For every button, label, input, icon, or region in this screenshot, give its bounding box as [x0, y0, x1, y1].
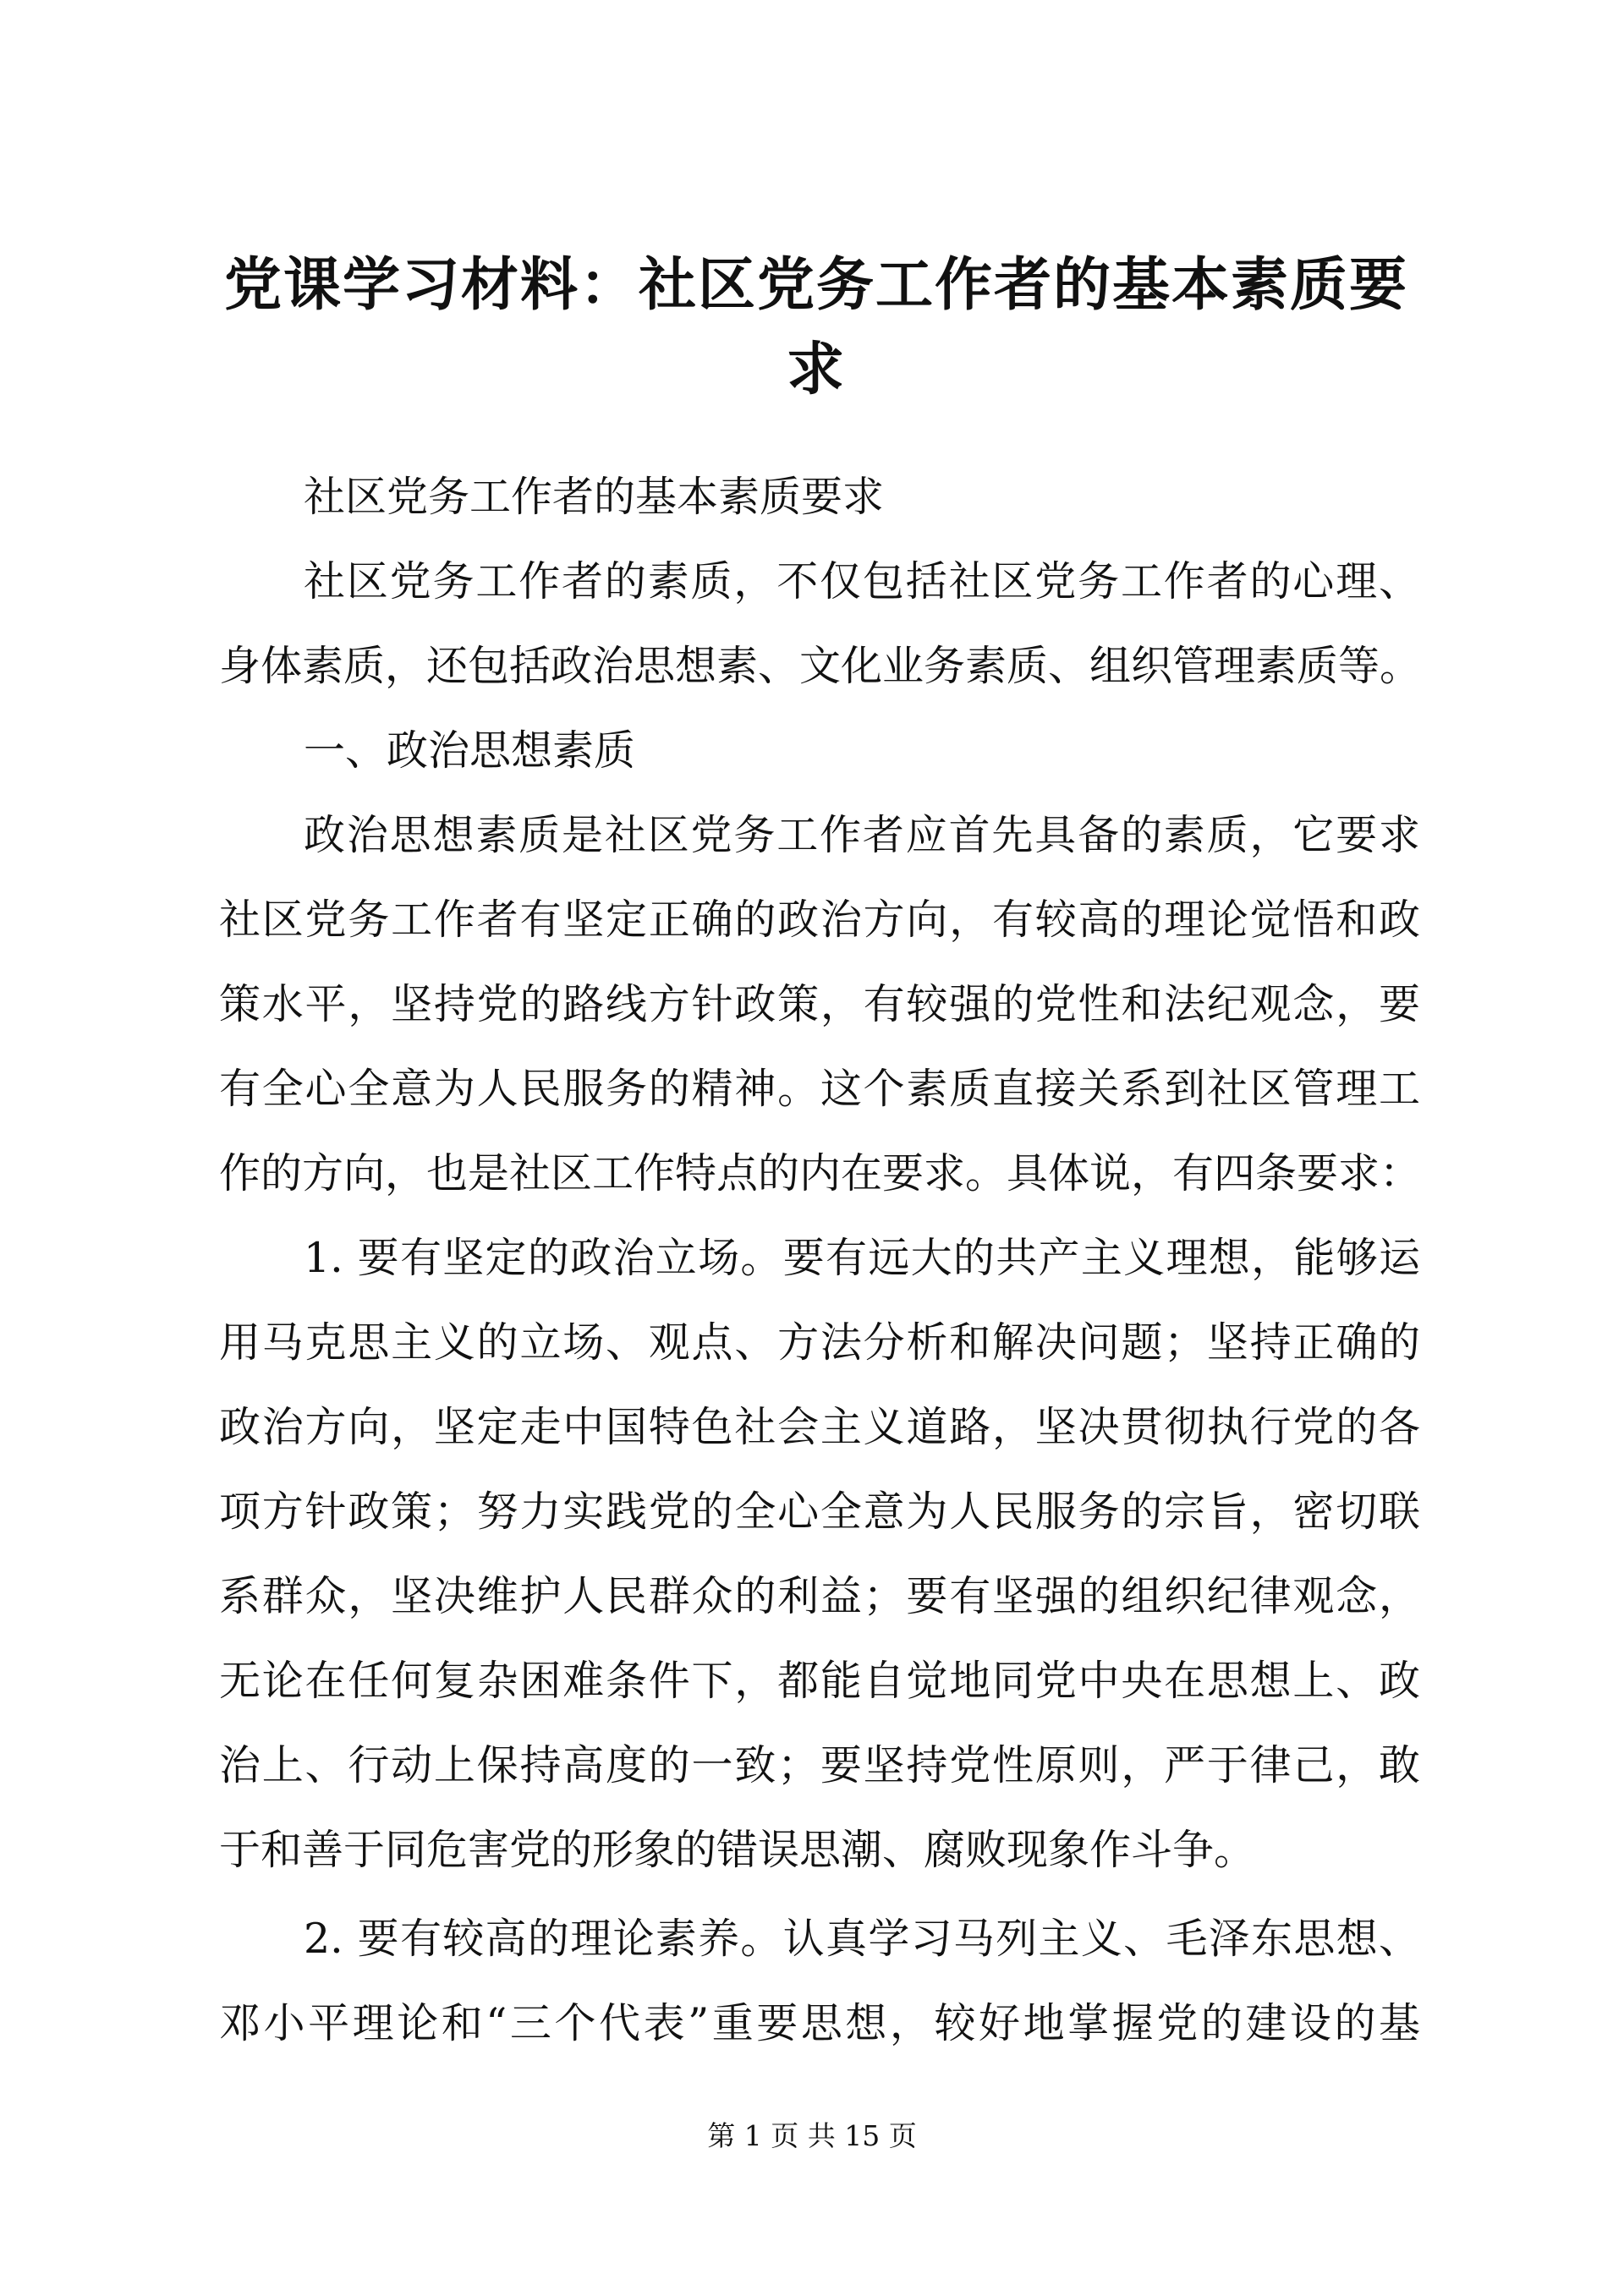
paragraph-line: 无论在任何复杂困难条件下，都能自觉地同党中央在思想上、政: [219, 1657, 1420, 1705]
paragraph-line: 作的方向，也是社区工作特点的内在要求。具体说，有四条要求：: [219, 1149, 1422, 1197]
paragraph-line: 社区党务工作者的素质，不仅包括社区党务工作者的心理、: [304, 557, 1420, 606]
paragraph-line: 2. 要有较高的理论素养。认真学习马列主义、毛泽东思想、: [304, 1915, 1420, 1963]
document-title-line-1: 党课学习材料：社区党务工作者的基本素质要: [223, 251, 1408, 319]
page-number-footer: 第 1 页 共 15 页: [707, 2119, 917, 2152]
paragraph-line: 策水平，坚持党的路线方针政策，有较强的党性和法纪观念，要: [219, 980, 1420, 1028]
paragraph-line: 社区党务工作者有坚定正确的政治方向，有较高的理论觉悟和政: [219, 896, 1420, 944]
paragraph-line: 有全心全意为人民服务的精神。这个素质直接关系到社区管理工: [219, 1065, 1420, 1113]
paragraph-line: 项方针政策；努力实践党的全心全意为人民服务的宗旨，密切联: [219, 1488, 1420, 1536]
paragraph-line: 于和善于同危害党的形象的错误思潮、腐败现象作斗争。: [219, 1826, 1256, 1874]
paragraph-line: 政治方向，坚定走中国特色社会主义道路，坚决贯彻执行党的各: [219, 1403, 1420, 1451]
paragraph-line: 用马克思主义的立场、观点、方法分析和解决问题；坚持正确的: [219, 1318, 1420, 1367]
paragraph-line: 治上、行动上保持高度的一致；要坚持党性原则，严于律己，敢: [219, 1741, 1420, 1789]
paragraph-line: 身体素质，还包括政治思想素、文化业务素质、组织管理素质等。: [219, 642, 1422, 690]
section-heading: 社区党务工作者的基本素质要求: [304, 473, 885, 521]
paragraph-line: 系群众，坚决维护人民群众的利益；要有坚强的组织纪律观念，: [219, 1572, 1420, 1620]
paragraph-line: 邓小平理论和“三个代表”重要思想，较好地掌握党的建设的基: [219, 1999, 1420, 2047]
paragraph-line: 政治思想素质是社区党务工作者应首先具备的素质，它要求: [304, 811, 1420, 859]
document-title-line-2: 求: [786, 336, 846, 403]
paragraph-line: 1. 要有坚定的政治立场。要有远大的共产主义理想，能够运: [304, 1234, 1420, 1282]
section-heading: 一、政治思想素质: [304, 726, 636, 775]
